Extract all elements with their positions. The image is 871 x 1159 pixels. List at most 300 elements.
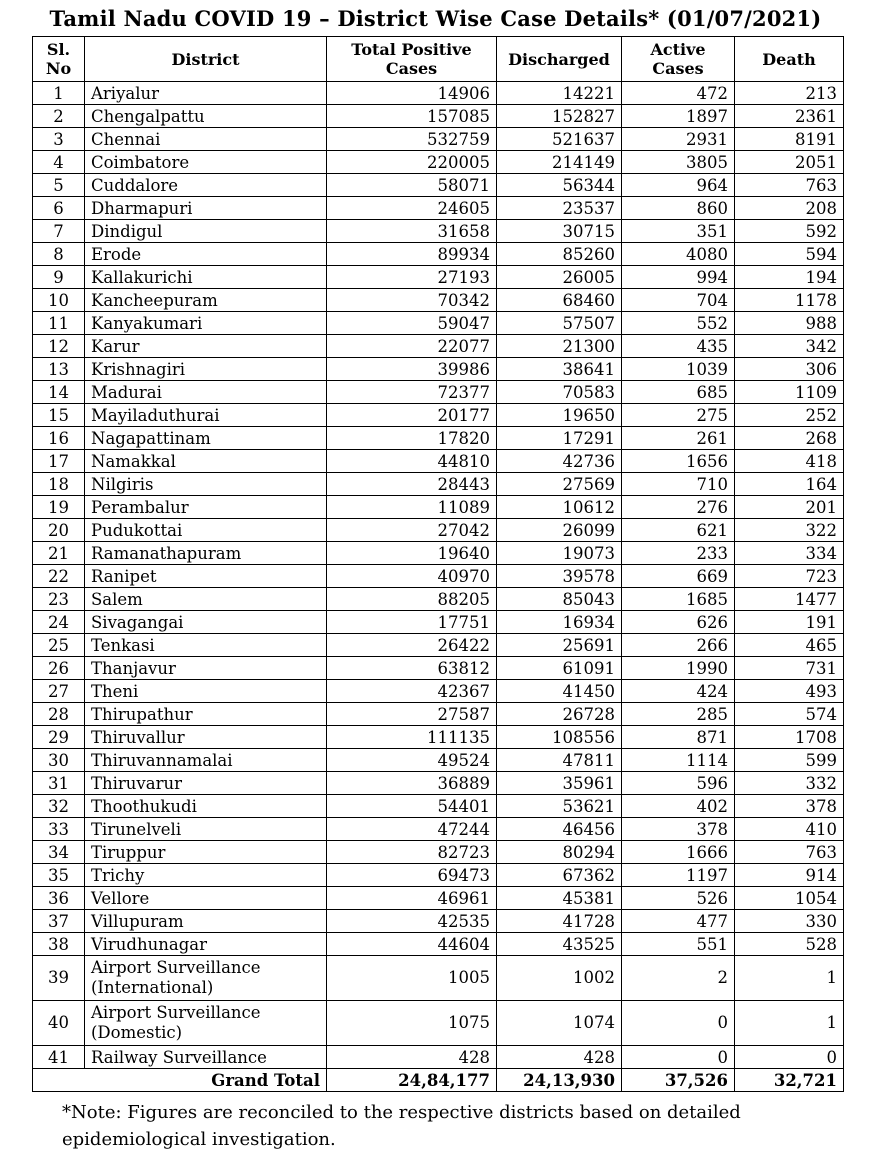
cell-death: 268: [735, 427, 844, 450]
grand-total-discharged: 24,13,930: [497, 1069, 622, 1092]
cell-sl-no: 29: [33, 726, 85, 749]
cell-active-cases: 685: [622, 381, 735, 404]
cell-district: Thanjavur: [85, 657, 327, 680]
cell-district: Theni: [85, 680, 327, 703]
cell-discharged: 39578: [497, 565, 622, 588]
cell-death: 763: [735, 174, 844, 197]
cell-active-cases: 704: [622, 289, 735, 312]
cell-total-positive-cases: 54401: [327, 795, 497, 818]
cell-total-positive-cases: 24605: [327, 197, 497, 220]
cell-sl-no: 24: [33, 611, 85, 634]
cell-sl-no: 28: [33, 703, 85, 726]
cell-sl-no: 40: [33, 1001, 85, 1046]
cell-discharged: 27569: [497, 473, 622, 496]
header-discharged: Discharged: [497, 37, 622, 82]
cell-total-positive-cases: 72377: [327, 381, 497, 404]
cell-active-cases: 402: [622, 795, 735, 818]
cell-death: 378: [735, 795, 844, 818]
cell-district: Ramanathapuram: [85, 542, 327, 565]
cell-death: 528: [735, 933, 844, 956]
cell-sl-no: 18: [33, 473, 85, 496]
cell-total-positive-cases: 111135: [327, 726, 497, 749]
header-district: District: [85, 37, 327, 82]
cell-discharged: 30715: [497, 220, 622, 243]
cell-discharged: 25691: [497, 634, 622, 657]
cell-district: Tenkasi: [85, 634, 327, 657]
cell-discharged: 26005: [497, 266, 622, 289]
cell-discharged: 214149: [497, 151, 622, 174]
cell-discharged: 68460: [497, 289, 622, 312]
cell-death: 1477: [735, 588, 844, 611]
cell-death: 8191: [735, 128, 844, 151]
cell-active-cases: 424: [622, 680, 735, 703]
cell-district: Salem: [85, 588, 327, 611]
cell-active-cases: 472: [622, 82, 735, 105]
table-row: [33, 1046, 844, 1069]
cell-sl-no: 30: [33, 749, 85, 772]
table-body: [33, 82, 844, 1069]
cell-total-positive-cases: 44810: [327, 450, 497, 473]
cell-district: Cuddalore: [85, 174, 327, 197]
grand-total-active-cases: 37,526: [622, 1069, 735, 1092]
cell-district: Thiruvarur: [85, 772, 327, 795]
cell-district: Dharmapuri: [85, 197, 327, 220]
table-row: [33, 128, 844, 151]
district-case-table: [32, 36, 844, 1092]
cell-active-cases: 276: [622, 496, 735, 519]
cell-total-positive-cases: 157085: [327, 105, 497, 128]
cell-discharged: 152827: [497, 105, 622, 128]
cell-death: 252: [735, 404, 844, 427]
cell-district: Thiruvannamalai: [85, 749, 327, 772]
table-row: [33, 289, 844, 312]
cell-sl-no: 32: [33, 795, 85, 818]
cell-active-cases: 261: [622, 427, 735, 450]
header-active-cases: Active Cases: [622, 37, 735, 82]
cell-active-cases: 435: [622, 335, 735, 358]
cell-discharged: 19073: [497, 542, 622, 565]
grand-total-positive-cases: 24,84,177: [327, 1069, 497, 1092]
cell-discharged: 43525: [497, 933, 622, 956]
cell-total-positive-cases: 17820: [327, 427, 497, 450]
cell-active-cases: 621: [622, 519, 735, 542]
cell-death: 1178: [735, 289, 844, 312]
cell-district: Trichy: [85, 864, 327, 887]
cell-discharged: 56344: [497, 174, 622, 197]
cell-active-cases: 1114: [622, 749, 735, 772]
cell-district: Kallakurichi: [85, 266, 327, 289]
cell-district: Thirupathur: [85, 703, 327, 726]
cell-sl-no: 17: [33, 450, 85, 473]
cell-death: 330: [735, 910, 844, 933]
cell-active-cases: 552: [622, 312, 735, 335]
header-sl-no: Sl. No: [33, 37, 85, 82]
cell-death: 592: [735, 220, 844, 243]
cell-sl-no: 37: [33, 910, 85, 933]
cell-active-cases: 994: [622, 266, 735, 289]
cell-district: Thoothukudi: [85, 795, 327, 818]
cell-total-positive-cases: 82723: [327, 841, 497, 864]
cell-sl-no: 39: [33, 956, 85, 1001]
cell-death: 731: [735, 657, 844, 680]
cell-sl-no: 10: [33, 289, 85, 312]
cell-discharged: 23537: [497, 197, 622, 220]
table-row: [33, 588, 844, 611]
table-row: [33, 312, 844, 335]
cell-discharged: 35961: [497, 772, 622, 795]
cell-sl-no: 41: [33, 1046, 85, 1069]
cell-active-cases: 275: [622, 404, 735, 427]
cell-total-positive-cases: 69473: [327, 864, 497, 887]
cell-active-cases: 378: [622, 818, 735, 841]
table-row: [33, 795, 844, 818]
cell-death: 410: [735, 818, 844, 841]
cell-active-cases: 1897: [622, 105, 735, 128]
table-row: [33, 243, 844, 266]
table-row: [33, 657, 844, 680]
cell-active-cases: 3805: [622, 151, 735, 174]
cell-death: 191: [735, 611, 844, 634]
cell-discharged: 80294: [497, 841, 622, 864]
cell-active-cases: 351: [622, 220, 735, 243]
cell-total-positive-cases: 70342: [327, 289, 497, 312]
cell-total-positive-cases: 19640: [327, 542, 497, 565]
cell-district: Sivagangai: [85, 611, 327, 634]
cell-district: Nagapattinam: [85, 427, 327, 450]
cell-district: Madurai: [85, 381, 327, 404]
cell-discharged: 85260: [497, 243, 622, 266]
cell-death: 1: [735, 956, 844, 1001]
cell-death: 306: [735, 358, 844, 381]
cell-death: 332: [735, 772, 844, 795]
cell-sl-no: 26: [33, 657, 85, 680]
table-row: [33, 818, 844, 841]
cell-death: 2051: [735, 151, 844, 174]
cell-discharged: 47811: [497, 749, 622, 772]
cell-active-cases: 669: [622, 565, 735, 588]
cell-death: 208: [735, 197, 844, 220]
cell-death: 914: [735, 864, 844, 887]
cell-discharged: 53621: [497, 795, 622, 818]
cell-active-cases: 1990: [622, 657, 735, 680]
table-row: [33, 703, 844, 726]
cell-total-positive-cases: 31658: [327, 220, 497, 243]
table-row: [33, 82, 844, 105]
cell-total-positive-cases: 39986: [327, 358, 497, 381]
table-row: [33, 381, 844, 404]
cell-sl-no: 6: [33, 197, 85, 220]
cell-total-positive-cases: 28443: [327, 473, 497, 496]
cell-total-positive-cases: 40970: [327, 565, 497, 588]
table-row: [33, 266, 844, 289]
cell-death: 574: [735, 703, 844, 726]
cell-active-cases: 0: [622, 1046, 735, 1069]
cell-sl-no: 25: [33, 634, 85, 657]
cell-district: Dindigul: [85, 220, 327, 243]
grand-total-death: 32,721: [735, 1069, 844, 1092]
cell-sl-no: 19: [33, 496, 85, 519]
cell-discharged: 10612: [497, 496, 622, 519]
cell-active-cases: 477: [622, 910, 735, 933]
cell-active-cases: 2931: [622, 128, 735, 151]
cell-active-cases: 266: [622, 634, 735, 657]
table-row: [33, 910, 844, 933]
table-row: [33, 933, 844, 956]
table-row: [33, 519, 844, 542]
cell-death: 201: [735, 496, 844, 519]
header-death: Death: [735, 37, 844, 82]
cell-total-positive-cases: 1075: [327, 1001, 497, 1046]
cell-sl-no: 9: [33, 266, 85, 289]
cell-sl-no: 1: [33, 82, 85, 105]
cell-total-positive-cases: 47244: [327, 818, 497, 841]
cell-active-cases: 551: [622, 933, 735, 956]
cell-total-positive-cases: 63812: [327, 657, 497, 680]
cell-active-cases: 1685: [622, 588, 735, 611]
cell-district: Airport Surveillance (International): [85, 956, 327, 1001]
cell-sl-no: 23: [33, 588, 85, 611]
table-row: [33, 772, 844, 795]
cell-total-positive-cases: 89934: [327, 243, 497, 266]
cell-sl-no: 16: [33, 427, 85, 450]
cell-active-cases: 964: [622, 174, 735, 197]
cell-discharged: 1002: [497, 956, 622, 1001]
cell-sl-no: 21: [33, 542, 85, 565]
cell-district: Perambalur: [85, 496, 327, 519]
cell-death: 342: [735, 335, 844, 358]
cell-active-cases: 233: [622, 542, 735, 565]
cell-active-cases: 4080: [622, 243, 735, 266]
cell-death: 213: [735, 82, 844, 105]
cell-sl-no: 4: [33, 151, 85, 174]
footnote: *Note: Figures are reconciled to the respective districts based on detailed epidemiological investigation.: [62, 1102, 741, 1150]
cell-total-positive-cases: 26422: [327, 634, 497, 657]
cell-district: Mayiladuthurai: [85, 404, 327, 427]
cell-district: Chengalpattu: [85, 105, 327, 128]
cell-total-positive-cases: 27193: [327, 266, 497, 289]
cell-discharged: 41728: [497, 910, 622, 933]
cell-death: 164: [735, 473, 844, 496]
cell-death: 465: [735, 634, 844, 657]
cell-sl-no: 8: [33, 243, 85, 266]
cell-discharged: 45381: [497, 887, 622, 910]
cell-discharged: 42736: [497, 450, 622, 473]
cell-district: Tiruppur: [85, 841, 327, 864]
cell-discharged: 26099: [497, 519, 622, 542]
cell-discharged: 70583: [497, 381, 622, 404]
table-row: [33, 174, 844, 197]
cell-active-cases: 1656: [622, 450, 735, 473]
cell-sl-no: 34: [33, 841, 85, 864]
table-row: [33, 1001, 844, 1046]
cell-district: Kancheepuram: [85, 289, 327, 312]
cell-death: 334: [735, 542, 844, 565]
cell-district: Pudukottai: [85, 519, 327, 542]
cell-sl-no: 11: [33, 312, 85, 335]
table-row: [33, 841, 844, 864]
table-header-row: [33, 37, 844, 82]
table-row: [33, 542, 844, 565]
cell-total-positive-cases: 42535: [327, 910, 497, 933]
table-row: [33, 726, 844, 749]
cell-total-positive-cases: 27587: [327, 703, 497, 726]
cell-discharged: 428: [497, 1046, 622, 1069]
cell-sl-no: 15: [33, 404, 85, 427]
cell-death: 493: [735, 680, 844, 703]
cell-district: Krishnagiri: [85, 358, 327, 381]
table-row: [33, 680, 844, 703]
table-row: [33, 427, 844, 450]
cell-death: 1054: [735, 887, 844, 910]
cell-active-cases: 871: [622, 726, 735, 749]
cell-sl-no: 20: [33, 519, 85, 542]
cell-total-positive-cases: 532759: [327, 128, 497, 151]
cell-total-positive-cases: 220005: [327, 151, 497, 174]
cell-total-positive-cases: 59047: [327, 312, 497, 335]
cell-sl-no: 22: [33, 565, 85, 588]
cell-sl-no: 12: [33, 335, 85, 358]
cell-district: Ranipet: [85, 565, 327, 588]
cell-active-cases: 860: [622, 197, 735, 220]
table-row: [33, 611, 844, 634]
cell-sl-no: 5: [33, 174, 85, 197]
table-row: [33, 335, 844, 358]
cell-active-cases: 1039: [622, 358, 735, 381]
cell-district: Namakkal: [85, 450, 327, 473]
table-row: [33, 496, 844, 519]
cell-sl-no: 33: [33, 818, 85, 841]
table-row: [33, 634, 844, 657]
cell-district: Kanyakumari: [85, 312, 327, 335]
table-row: [33, 404, 844, 427]
cell-total-positive-cases: 42367: [327, 680, 497, 703]
cell-sl-no: 27: [33, 680, 85, 703]
cell-total-positive-cases: 22077: [327, 335, 497, 358]
cell-discharged: 19650: [497, 404, 622, 427]
cell-discharged: 38641: [497, 358, 622, 381]
table-row: [33, 197, 844, 220]
cell-district: Thiruvallur: [85, 726, 327, 749]
cell-total-positive-cases: 27042: [327, 519, 497, 542]
cell-discharged: 16934: [497, 611, 622, 634]
cell-death: 599: [735, 749, 844, 772]
cell-discharged: 46456: [497, 818, 622, 841]
cell-active-cases: 2: [622, 956, 735, 1001]
table-row: [33, 473, 844, 496]
table-row: [33, 151, 844, 174]
cell-sl-no: 7: [33, 220, 85, 243]
cell-district: Nilgiris: [85, 473, 327, 496]
cell-discharged: 85043: [497, 588, 622, 611]
cell-active-cases: 0: [622, 1001, 735, 1046]
cell-total-positive-cases: 49524: [327, 749, 497, 772]
table-row: [33, 105, 844, 128]
cell-discharged: 57507: [497, 312, 622, 335]
cell-discharged: 67362: [497, 864, 622, 887]
cell-district: Villupuram: [85, 910, 327, 933]
cell-total-positive-cases: 1005: [327, 956, 497, 1001]
table-row: [33, 749, 844, 772]
cell-sl-no: 13: [33, 358, 85, 381]
cell-death: 194: [735, 266, 844, 289]
cell-active-cases: 1666: [622, 841, 735, 864]
cell-death: 1: [735, 1001, 844, 1046]
cell-total-positive-cases: 36889: [327, 772, 497, 795]
cell-district: Coimbatore: [85, 151, 327, 174]
cell-discharged: 26728: [497, 703, 622, 726]
cell-discharged: 17291: [497, 427, 622, 450]
grand-total-label: Grand Total: [33, 1069, 327, 1092]
cell-death: 1708: [735, 726, 844, 749]
cell-sl-no: 14: [33, 381, 85, 404]
cell-sl-no: 38: [33, 933, 85, 956]
cell-death: 322: [735, 519, 844, 542]
cell-death: 1109: [735, 381, 844, 404]
cell-district: Erode: [85, 243, 327, 266]
cell-discharged: 521637: [497, 128, 622, 151]
cell-death: 594: [735, 243, 844, 266]
cell-death: 988: [735, 312, 844, 335]
cell-discharged: 61091: [497, 657, 622, 680]
cell-discharged: 41450: [497, 680, 622, 703]
cell-death: 418: [735, 450, 844, 473]
cell-district: Railway Surveillance: [85, 1046, 327, 1069]
cell-active-cases: 526: [622, 887, 735, 910]
grand-total-row: [33, 1069, 844, 1092]
cell-death: 2361: [735, 105, 844, 128]
cell-total-positive-cases: 44604: [327, 933, 497, 956]
cell-district: Vellore: [85, 887, 327, 910]
header-total-positive-cases: Total Positive Cases: [327, 37, 497, 82]
table-row: [33, 887, 844, 910]
cell-total-positive-cases: 428: [327, 1046, 497, 1069]
table-row: [33, 565, 844, 588]
cell-total-positive-cases: 88205: [327, 588, 497, 611]
cell-district: Tirunelveli: [85, 818, 327, 841]
cell-total-positive-cases: 46961: [327, 887, 497, 910]
cell-sl-no: 2: [33, 105, 85, 128]
table-row: [33, 450, 844, 473]
cell-total-positive-cases: 58071: [327, 174, 497, 197]
cell-district: Airport Surveillance (Domestic): [85, 1001, 327, 1046]
cell-total-positive-cases: 17751: [327, 611, 497, 634]
cell-active-cases: 626: [622, 611, 735, 634]
cell-discharged: 14221: [497, 82, 622, 105]
cell-district: Karur: [85, 335, 327, 358]
cell-discharged: 1074: [497, 1001, 622, 1046]
table-row: [33, 220, 844, 243]
cell-active-cases: 710: [622, 473, 735, 496]
cell-district: Virudhunagar: [85, 933, 327, 956]
cell-sl-no: 35: [33, 864, 85, 887]
cell-death: 723: [735, 565, 844, 588]
cell-total-positive-cases: 14906: [327, 82, 497, 105]
cell-district: Chennai: [85, 128, 327, 151]
cell-active-cases: 285: [622, 703, 735, 726]
cell-total-positive-cases: 20177: [327, 404, 497, 427]
cell-district: Ariyalur: [85, 82, 327, 105]
cell-death: 0: [735, 1046, 844, 1069]
cell-total-positive-cases: 11089: [327, 496, 497, 519]
cell-active-cases: 596: [622, 772, 735, 795]
cell-discharged: 108556: [497, 726, 622, 749]
cell-sl-no: 36: [33, 887, 85, 910]
cell-sl-no: 3: [33, 128, 85, 151]
cell-death: 763: [735, 841, 844, 864]
table-row: [33, 864, 844, 887]
page-title: Tamil Nadu COVID 19 – District Wise Case Details* (01/07/2021): [49, 6, 822, 31]
cell-discharged: 21300: [497, 335, 622, 358]
